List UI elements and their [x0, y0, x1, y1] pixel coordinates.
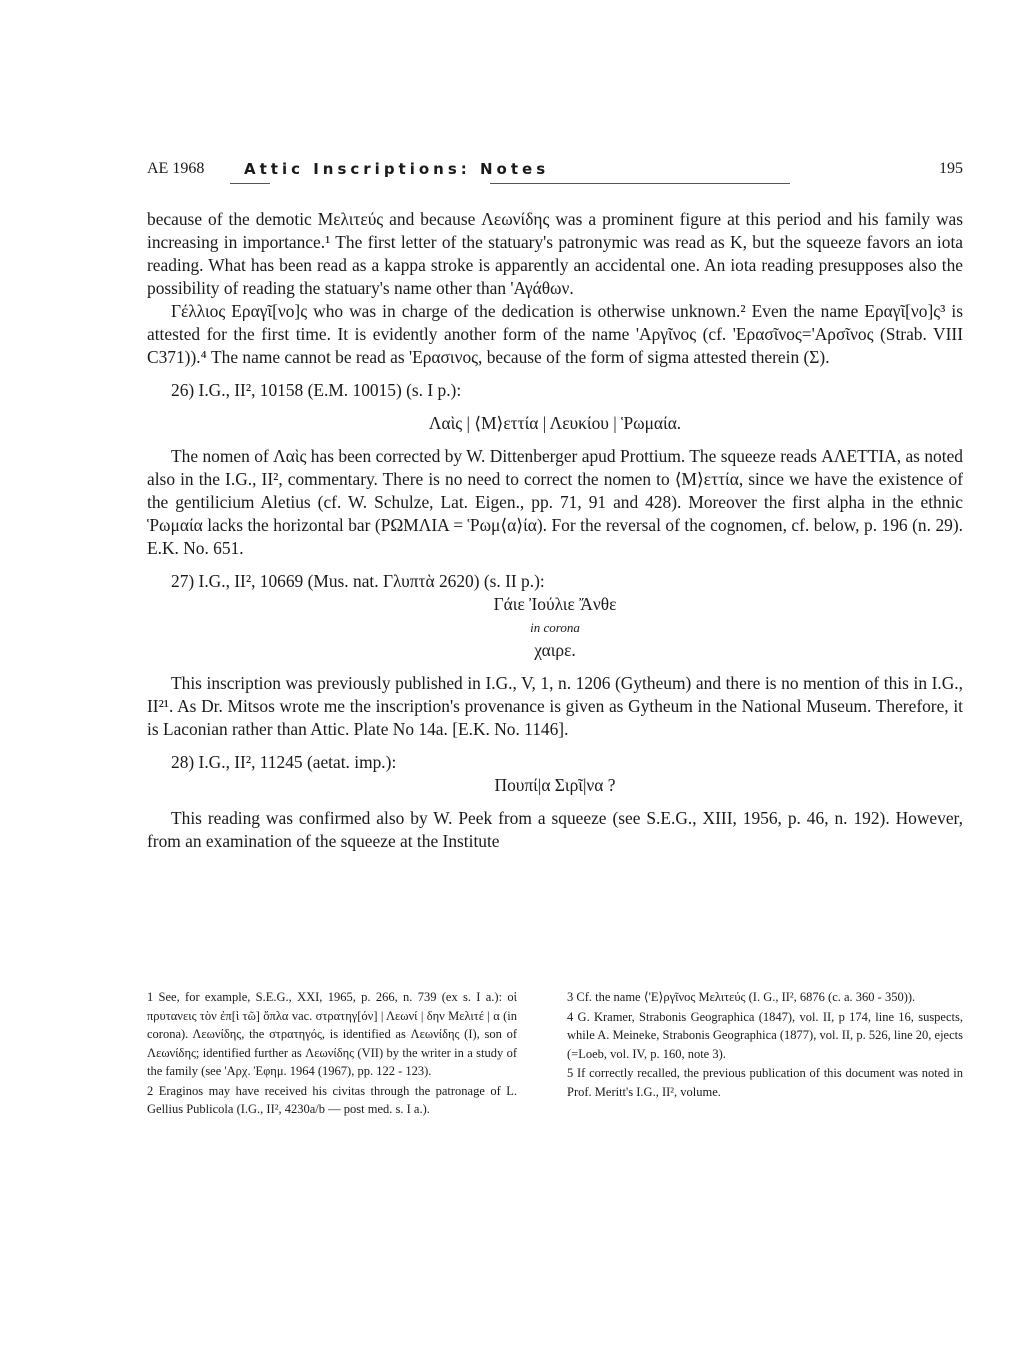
running-title: Attic Inscriptions: Notes — [244, 160, 550, 178]
footnote-2: 2 Eraginos may have received his civitas through the patronage of L. Gellius Publicola (I.G., II², 4230a/b — post med. s. I a.). — [147, 1083, 517, 1116]
journal-volume: AE 1968 — [147, 160, 205, 177]
footnote-1: 1 See, for example, S.E.G., XXI, 1965, p. 266, n. 739 (ex s. I a.): οἱ πρυτανεις τὸν ἐπ[ὶ τῶ] ὅπλα vac. στρατηγ[όν] | Λεωνί | δην Μελιτέ | α (in corona). Λεωνίδης, the στρατηγός, is identified as Λεωνίδης (I), son of Λεωνίδης; identified further as Λεωνίδης (VII) by the writer in a study of the family (see 'Αρχ. Ἐφημ. 1964 (1967), pp. 122 - 123). — [147, 990, 517, 1078]
entry-26-heading: 26) I.G., II², 10158 (E.M. 10015) (s. I p.): — [171, 380, 462, 400]
entry-27-inscription-line2: χαιρε. — [534, 640, 576, 660]
header-rule-left — [230, 183, 270, 184]
footnotes-right-column — [567, 988, 963, 1102]
main-text — [147, 208, 963, 853]
entry-27-commentary: This inscription was previously published in I.G., V, 1, n. 1206 (Gytheum) and there is no mention of this in I.G., II²¹. As Dr. Mitsos wrote me the inscription's provenance is given as Gytheum in the National Museum. Therefore, it is Laconian rather than Attic. Plate No 14a. [E.K. No. 1146]. — [147, 673, 963, 739]
entry-28-commentary: This reading was confirmed also by W. Peek from a squeeze (see S.E.G., XIII, 1956, p. 46, n. 192). However, from an examination of the squeeze at the Institute — [147, 808, 963, 851]
entry-26-commentary: The nomen of Λαὶς has been corrected by W. Dittenberger apud Prottium. The squeeze reads ΑΛΕΤΤΙΑ, as noted also in the I.G., II², commentary. There is no need to correct the nomen to ⟨Μ⟩εττία, since we have the existence of the gentilicium Aletius (cf. W. Schulze, Lat. Eigen., pp. 71, 91 and 428). Moreover the first alpha in the ethnic Ῥωμαία lacks the horizontal bar (ΡΩΜΛΙΑ = Ῥωμ⟨α⟩ία). For the reversal of the cognomen, cf. below, p. 196 (n. 29). E.K. No. 651. — [147, 446, 963, 558]
entry-28-heading: 28) I.G., II², 11245 (aetat. imp.): — [171, 752, 397, 772]
entry-27-heading: 27) I.G., II², 10669 (Mus. nat. Γλυπτὰ 2620) (s. II p.): — [171, 571, 545, 591]
header-rule-right — [490, 183, 790, 184]
footnote-4: 4 G. Kramer, Strabonis Geographica (1847), vol. II, p 174, line 16, suspects, while A. Meineke, Strabonis Geographica (1877), vol. II, p. 526, line 20, ejects (=Loeb, vol. IV, p. 160, note 3). — [567, 1009, 963, 1061]
footnote-3: 3 Cf. the name ⟨'Ε⟩ργῖνος Μελιτεύς (I. G., II², 6876 (c. a. 360 - 350)). — [567, 990, 916, 1004]
page-number: 195 — [939, 160, 963, 177]
paragraph-statuary: because of the demotic Μελιτεύς and because Λεωνίδης was a prominent figure at this period and his family was increasing in importance.¹ The first letter of the statuary's patronymic was read as K, but the squeeze favors an iota reading. What has been read as a kappa stroke is apparently an accidental one. An iota reading presupposes also the possibility of reading the statuary's name other than 'Αγάθων. — [147, 209, 963, 298]
paragraph-gellios: Γέλλιος Εραγῖ[νο]ς who was in charge of the dedication is otherwise unknown.² Even the name Εραγῖ[νο]ς³ is attested for the first time. It is evidently another form of the name 'Αργῖνος (cf. 'Ερασῖνος='Αρσῖνος (Strab. VIII C371)).⁴ The name cannot be read as 'Ερασινος, because of the form of sigma attested therein (Σ). — [147, 301, 963, 367]
entry-27-inscription-line1: Γάιε Ἰούλιε Ἄνθε — [493, 594, 617, 614]
entry-26-inscription: Λαὶς | ⟨Μ⟩εττία | Λευκίου | Ῥωμαία. — [428, 413, 682, 433]
entry-28-inscription: Πουπί|α Σιρῖ|να ? — [494, 775, 616, 795]
footnote-5: 5 If correctly recalled, the previous publication of this document was noted in Prof. Meritt's I.G., II², volume. — [567, 1066, 963, 1099]
footnotes-left-column — [147, 988, 517, 1120]
entry-27-in-corona: in corona — [530, 620, 580, 635]
